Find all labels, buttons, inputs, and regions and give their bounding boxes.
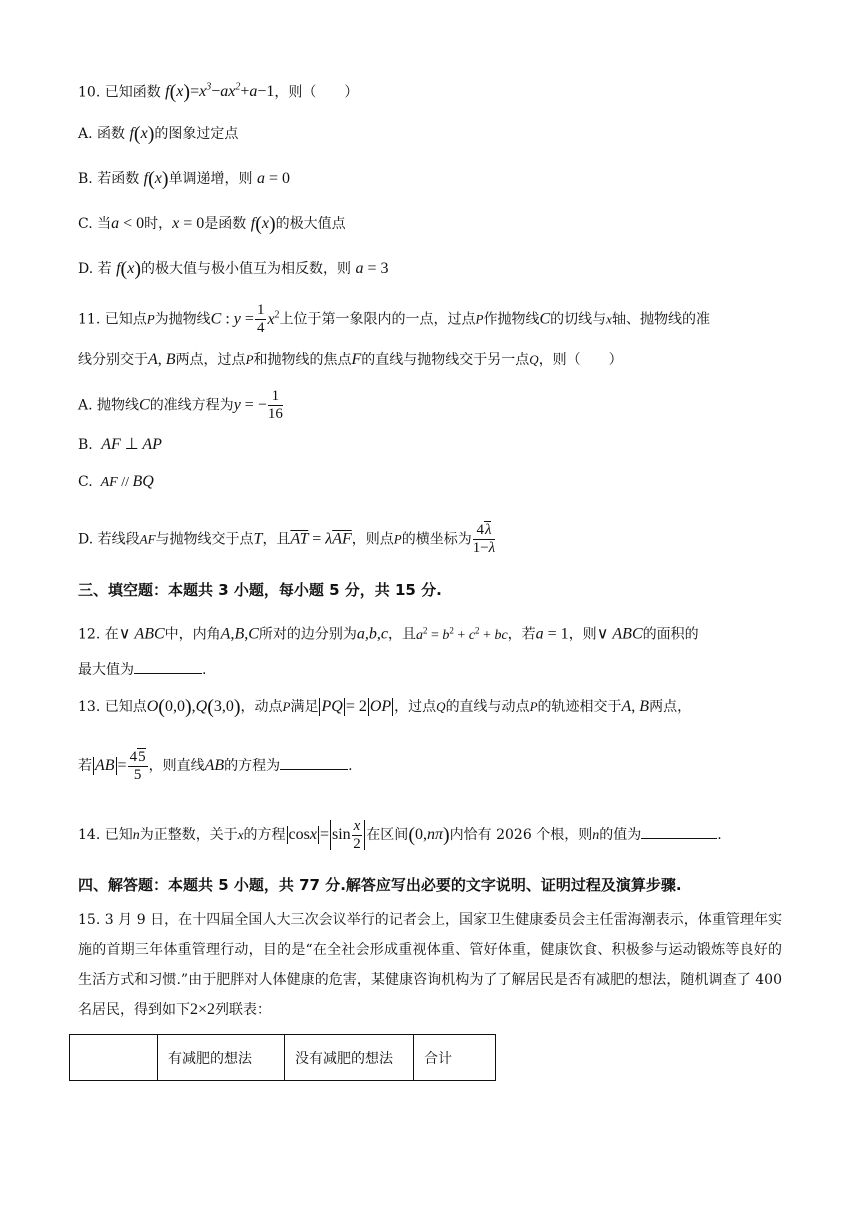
section-4-heading: 四、解答题：本题共 5 小题，共 77 分.解答应写出必要的文字说明、证明过程及演算步骤. bbox=[78, 876, 682, 894]
q13-cond: PQ = 2 OP bbox=[321, 698, 392, 715]
table-header-cell: 合计 bbox=[414, 1035, 496, 1081]
q11-s1d: 作抛物线 bbox=[483, 311, 540, 328]
q10-a-tail: 的图象过定点 bbox=[154, 126, 239, 142]
q12-answer-blank[interactable] bbox=[134, 659, 202, 674]
q13-answer-blank[interactable] bbox=[280, 755, 348, 770]
q13-b: ，动点 bbox=[240, 699, 283, 715]
q13-line1 bbox=[78, 697, 691, 717]
q11-d-af: AF bbox=[139, 531, 156, 547]
q11-p2: P bbox=[475, 311, 484, 327]
q10-a-label: A. 函数 bbox=[78, 126, 126, 142]
q11-b-expr: AF ⊥ AP bbox=[97, 436, 162, 453]
q13-ab-line: AB bbox=[204, 757, 225, 774]
q13-line2c: 的方程为 bbox=[224, 758, 281, 774]
q11-d-1: D. 若线段 bbox=[78, 531, 140, 548]
q11-d-5: 的横坐标为 bbox=[401, 531, 472, 548]
q12-d: ，且 bbox=[388, 626, 416, 643]
q10-c-mid1: 时， bbox=[144, 216, 173, 232]
q11-a-eq: y = − bbox=[233, 396, 267, 414]
q10-option-b bbox=[78, 169, 290, 189]
q12-tri2: ∨ ABC bbox=[596, 625, 643, 643]
q11-frac-quarter: $\frac{1}{4}$ bbox=[256, 302, 265, 336]
q15-paragraph bbox=[78, 905, 782, 1025]
q12-c: 所对的边分别为 bbox=[258, 626, 357, 643]
q13-line2 bbox=[78, 748, 353, 784]
q11-b-label: B. bbox=[78, 437, 93, 453]
q13-ab: A, B bbox=[621, 698, 650, 715]
q11-a-mid: 的准线方程为 bbox=[149, 397, 234, 414]
q14-f: 的值为 bbox=[599, 827, 642, 843]
q11-option-d bbox=[78, 522, 496, 557]
q10-c-x: x = 0 bbox=[172, 215, 205, 232]
q10-stem-text: 10. 已知函数 bbox=[78, 84, 161, 101]
q11-c: C bbox=[539, 310, 551, 328]
q14-line bbox=[78, 815, 722, 856]
q11-d-vec: $\overline{AT} = \lambda\overline{AF}$ bbox=[290, 530, 352, 548]
q11-d-p: P bbox=[393, 531, 402, 547]
q13-p2: P bbox=[529, 699, 538, 714]
q13-d: ，过点 bbox=[394, 699, 437, 715]
q10-function: $f(x)=x^3-ax^2+a-1$ bbox=[165, 81, 275, 104]
q11-option-c bbox=[78, 472, 154, 493]
q10-stem bbox=[78, 78, 358, 102]
q10-option-c bbox=[78, 214, 346, 234]
q11-s2a: 线分别交于 bbox=[78, 352, 148, 368]
q11-s1f: 轴、抛物线的准 bbox=[611, 311, 710, 328]
q12-tri: ∨ ABC bbox=[118, 625, 165, 643]
q13-q: Q bbox=[436, 699, 446, 714]
q11-p3: P bbox=[245, 352, 254, 367]
q11-s2e: ，则（ ） bbox=[538, 352, 623, 368]
q10-b-cond: a = 0 bbox=[257, 170, 291, 187]
q13-c: 满足 bbox=[290, 699, 319, 715]
q13-e: 的直线与动点 bbox=[445, 699, 530, 715]
q11-s1e: 的切线与 bbox=[550, 311, 607, 328]
q11-parabola: C : y = bbox=[210, 310, 254, 328]
q10-option-d bbox=[78, 259, 388, 279]
q11-x: x bbox=[606, 311, 612, 327]
q10-option-a bbox=[78, 124, 238, 144]
q13-points: O(0,0),Q(3,0) bbox=[146, 696, 241, 718]
q14-x: x bbox=[237, 827, 244, 842]
q14-frac: $\frac{x}{2}$ bbox=[353, 817, 361, 852]
q11-d-4: ，则点 bbox=[351, 531, 394, 548]
q15-table-word: 列联表： bbox=[215, 1002, 272, 1018]
q10-c-fx: f(x) bbox=[250, 213, 276, 235]
q11-s1a: 11. 已知点 bbox=[78, 311, 147, 328]
q13-f: 的轨迹相交于 bbox=[537, 699, 622, 715]
q10-b-mid: 单调递增，则 bbox=[168, 171, 253, 187]
q13-ab-len: AB = bbox=[95, 757, 127, 774]
q13-end: . bbox=[348, 758, 353, 774]
q12-a: 12. 在 bbox=[78, 626, 119, 643]
q14-e: 内恰有 2026 个根，则 bbox=[449, 827, 593, 843]
q14-answer-blank[interactable] bbox=[641, 824, 717, 839]
table-header-cell: 没有减肥的想法 bbox=[285, 1035, 414, 1081]
q12-end: . bbox=[202, 662, 207, 678]
q11-s1b: 为抛物线 bbox=[154, 311, 211, 328]
q14-n: n bbox=[132, 828, 140, 843]
q11-q: Q bbox=[529, 352, 539, 367]
table-header-cell bbox=[70, 1035, 158, 1081]
table-header-cell: 有减肥的想法 bbox=[158, 1035, 285, 1081]
q11-p: P bbox=[146, 311, 155, 327]
q11-d-t: T bbox=[253, 530, 263, 548]
q10-stem-suffix: ，则（ ） bbox=[274, 84, 359, 101]
q12-g: 的面积的 bbox=[642, 626, 699, 643]
q14-c: 的方程 bbox=[243, 827, 286, 843]
q11-d-3: ，且 bbox=[262, 531, 291, 548]
q11-s2b: 两点，过点 bbox=[175, 352, 246, 368]
q10-d-fx: f(x) bbox=[116, 258, 141, 280]
q10-d-cond: a = 3 bbox=[355, 260, 389, 277]
q12-abc: A,B,C bbox=[220, 625, 259, 643]
q13-p: P bbox=[282, 699, 291, 714]
q11-a-label: A. 抛物线 bbox=[78, 397, 140, 414]
q11-x2: $x^2$ bbox=[267, 309, 280, 328]
q10-c-tail: 的极大值点 bbox=[275, 216, 346, 232]
table-header-row bbox=[70, 1035, 496, 1081]
q11-c-expr: AF // BQ bbox=[97, 473, 154, 490]
q11-s2c: 和抛物线的焦点 bbox=[253, 352, 352, 368]
q14-n2: n bbox=[592, 828, 600, 843]
q10-d-mid: 的极大值与极小值互为相反数，则 bbox=[141, 261, 351, 277]
q10-c-label: C. 当 bbox=[78, 216, 112, 232]
contingency-table bbox=[69, 1034, 496, 1081]
q10-d-label: D. 若 bbox=[78, 261, 112, 277]
q11-option-a bbox=[78, 388, 284, 423]
q10-b-fx: f(x) bbox=[143, 168, 169, 190]
q11-f: F bbox=[351, 351, 362, 368]
q12-line2-text: 最大值为 bbox=[78, 662, 134, 678]
q12-f: ，则 bbox=[568, 626, 597, 643]
q11-c-label: C. bbox=[78, 474, 93, 490]
section-3-heading: 三、填空题：本题共 3 小题，每小题 5 分，共 15 分. bbox=[78, 581, 442, 599]
q14-interval: (0,nπ) bbox=[408, 824, 450, 846]
q13-g: 两点， bbox=[649, 699, 692, 715]
q11-d-2: 与抛物线交于点 bbox=[155, 531, 254, 548]
q12-eq: $a^2 = b^2 + c^2$ + bc bbox=[416, 625, 508, 643]
q15-text: 15. 3 月 9 日，在十四届全国人大三次会议举行的记者会上，国家卫生健康委员会主任雷海潮表示，体重管理年实施的首期三年体重管理行动，目的是“在全社会形成重视体重、管好体重，健康饮食、积极参与运动锻炼等良好的生活方式和习惯.”由于肥胖对人体健康的危害，某健康咨询机构为了了解居民是否有减肥的想法，随机调查了 400 名居民，得到如下 bbox=[78, 912, 782, 1018]
q12-e: ，若 bbox=[507, 626, 536, 643]
q12-line2 bbox=[78, 659, 206, 680]
q14-d: 在区间 bbox=[366, 827, 409, 843]
q13-a: 13. 已知点 bbox=[78, 699, 147, 715]
q12-line1 bbox=[78, 620, 699, 646]
q11-option-b bbox=[78, 435, 162, 455]
q11-stem-line1 bbox=[78, 302, 710, 337]
q11-d-frac: $\frac{4\lambda}{1-\lambda}$ bbox=[472, 522, 496, 556]
q13-frac: $\frac{45}{5}$ bbox=[129, 748, 146, 783]
q11-a-frac: $\frac{1}{16}$ bbox=[267, 388, 283, 422]
q10-c-cond: a < 0 bbox=[111, 215, 145, 232]
q10-a-fx: f(x) bbox=[129, 123, 155, 145]
q12-a1: a = 1 bbox=[535, 625, 569, 643]
q14-b: 为正整数，关于 bbox=[139, 827, 238, 843]
q11-ab: A, B bbox=[148, 351, 176, 368]
q13-line2a: 若 bbox=[78, 758, 92, 774]
q11-stem-line2 bbox=[78, 350, 623, 370]
q13-line2b: ，则直线 bbox=[148, 758, 205, 774]
q10-c-mid2: 是函数 bbox=[204, 216, 247, 232]
q14-a: 14. 已知 bbox=[78, 827, 133, 843]
q11-a-c: C bbox=[139, 396, 150, 414]
q12-sides: a,b,c bbox=[356, 625, 388, 643]
q10-b-label: B. 若函数 bbox=[78, 171, 140, 187]
q15-2x2: 2×2 bbox=[190, 1001, 216, 1018]
q12-b: 中，内角 bbox=[164, 626, 221, 643]
q14-eq: cosx = sin bbox=[286, 826, 351, 843]
q11-s2d: 的直线与抛物线交于另一点 bbox=[361, 352, 530, 368]
q14-end: . bbox=[717, 827, 722, 843]
q11-s1c: 上位于第一象限内的一点，过点 bbox=[279, 311, 476, 328]
